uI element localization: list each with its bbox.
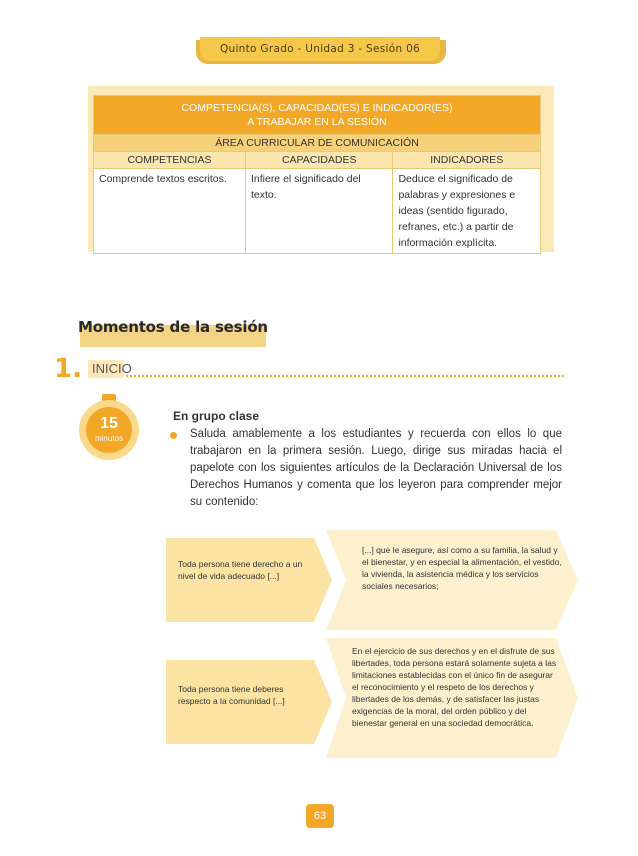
section-number: 1. (54, 354, 82, 384)
article-1-right-text: [...] que le asegure, así como a su familia, la salud y el bienestar, y en especial la alimentación, el vestido, la vivienda, la asistencia médica y los servicios sociales necesarios; (362, 545, 562, 591)
table-cell-indicador: Deduce el significado de palabras y expresiones e ideas (sentido figurado, refranes, etc.) a partir de información explícita. (393, 169, 541, 254)
moments-title: Momentos de la sesión (78, 318, 268, 336)
table-title-line1: COMPETENCIA(S), CAPACIDAD(ES) E INDICADOR(ES) (181, 102, 453, 114)
group-label: En grupo clase (173, 409, 260, 423)
table-area: ÁREA CURRICULAR DE COMUNICACIÓN (94, 135, 541, 152)
table-header-indicadores: INDICADORES (393, 152, 541, 169)
timer-value: 15 (100, 415, 118, 432)
header-tab: Quinto Grado - Unidad 3 - Sesión 06 (200, 37, 440, 61)
instruction-paragraph: Saluda amablemente a los estudiantes y recuerda con ellos lo que trabajaron en la primera sesión. Luego, dirige sus miradas hacia el papelote con los siguientes artículos de la Declaración Universal de los Derechos Humanos y comenta que los leyeron para comprender mejor su contenido: (190, 428, 562, 508)
competency-table (93, 95, 541, 254)
table-cell-capacidad: Infiere el significado del texto. (245, 169, 393, 254)
article-2-right-text: En el ejercicio de sus derechos y en el disfrute de sus libertades, toda persona estará solamente sujeta a las limitaciones establecidas con el único fin de asegurar el reconocimiento y el respeto de los derechos y libertades de los demás, y de satisfacer las justas exigencias de la moral, del orden público y del bienestar general en una sociedad democrática. (352, 646, 557, 728)
page-number: 63 (313, 810, 327, 822)
timer-unit: minutos (94, 434, 123, 443)
section-label: INICIO (92, 361, 132, 376)
table-header-capacidades: CAPACIDADES (245, 152, 393, 169)
table-cell-competencia: Comprende textos escritos. (94, 169, 246, 254)
section-divider (126, 375, 564, 377)
bullet-icon (170, 432, 177, 439)
table-header-competencias: COMPETENCIAS (94, 152, 246, 169)
table-title-line2: A TRABAJAR EN LA SESIÓN (247, 116, 387, 128)
table-row (94, 169, 541, 254)
article-2-left-text: Toda persona tiene deberes respecto a la comunidad [...] (178, 684, 285, 706)
article-1-left-text: Toda persona tiene derecho a un nivel de vida adecuado [...] (178, 559, 303, 581)
table-title (94, 96, 541, 135)
